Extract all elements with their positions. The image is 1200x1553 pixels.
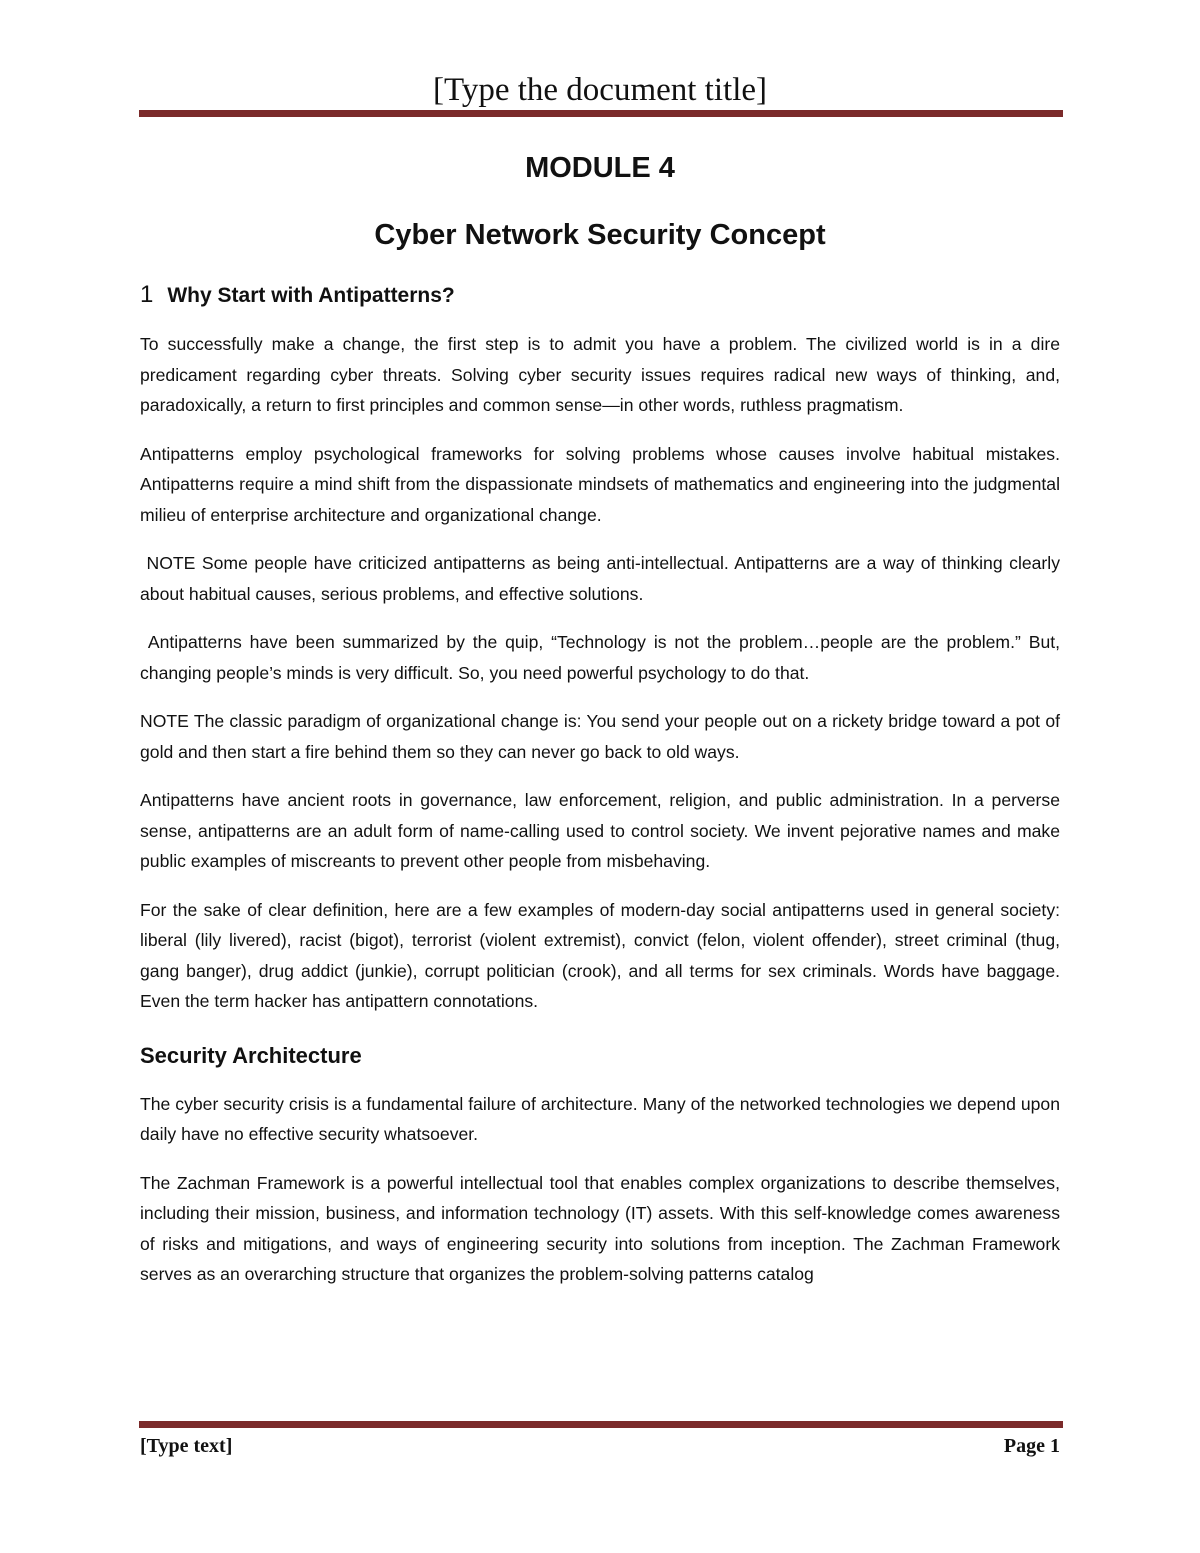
section-2-heading: Security Architecture: [140, 1042, 362, 1068]
module-title: MODULE 4: [525, 152, 675, 184]
paragraph: Antipatterns employ psychological frameworks for solving problems whose causes involve habitual mistakes. Antipatterns require a mind shift from the dispassionate mindsets of mathematics and engineering into the judgmental milieu of enterprise architecture and organizational change.: [140, 443, 1060, 525]
section-1-title: Why Start with Antipatterns?: [167, 284, 455, 307]
note-paragraph: NOTE The classic paradigm of organizational change is: You send your people out on a rickety bridge toward a pot of gold and then start a fire behind them so they can never go back to old ways.: [140, 711, 1060, 762]
footer-rule: [139, 1421, 1063, 1428]
paragraph: To successfully make a change, the first step is to admit you have a problem. The civilized world is in a dire predicament regarding cyber threats. Solving cyber security issues requires radical new ways of thinking, and, paradoxically, a return to first principles and common sense—in other words, ruthless pragmatism.: [140, 334, 1060, 415]
paragraph: For the sake of clear definition, here are a few examples of modern-day social antipatterns used in general society: liberal (lily livered), racist (bigot), terrorist (violent extremist), convict (felon, violent offender), street criminal (thug, gang banger), drug addict (junkie), corrupt politician (crook), and all terms for sex criminals. Words have baggage. Even the term hacker has antipattern connotations.: [140, 899, 1060, 1011]
paragraph: The cyber security crisis is a fundamental failure of architecture. Many of the networked technologies we depend upon daily have no effective security whatsoever.: [140, 1093, 1060, 1144]
page-number: Page 1: [1003, 1435, 1060, 1457]
paragraph: Antipatterns have been summarized by the quip, “Technology is not the problem…people are the problem.” But, changing people’s minds is very difficult. So, you need powerful psychology to do that.: [140, 632, 1060, 683]
module-subtitle: Cyber Network Security Concept: [374, 219, 826, 251]
paragraph: Antipatterns have ancient roots in governance, law enforcement, religion, and public administration. In a perverse sense, antipatterns are an adult form of name-calling used to control society. We invent pejorative names and make public examples of miscreants to prevent other people from misbehaving.: [140, 790, 1060, 871]
paragraph: The Zachman Framework is a powerful intellectual tool that enables complex organizations to describe themselves, including their mission, business, and information technology (IT) assets. With this self-knowledge comes awareness of risks and mitigations, and ways of engineering security into solutions from inception. The Zachman Framework serves as an overarching structure that organizes the problem-solving patterns catalog: [140, 1172, 1060, 1284]
header-rule: [139, 110, 1063, 117]
section-1-heading: [140, 280, 1060, 311]
section-1-number: 1: [140, 281, 154, 308]
document-header-title: [Type the document title]: [433, 72, 767, 108]
page-body: [140, 148, 1060, 1290]
note-paragraph: NOTE Some people have criticized antipatterns as being anti-intellectual. Antipatterns are a way of thinking clearly about habitual causes, serious problems, and effective solutions.: [140, 553, 1060, 604]
footer-left-text: [Type text]: [140, 1435, 233, 1457]
